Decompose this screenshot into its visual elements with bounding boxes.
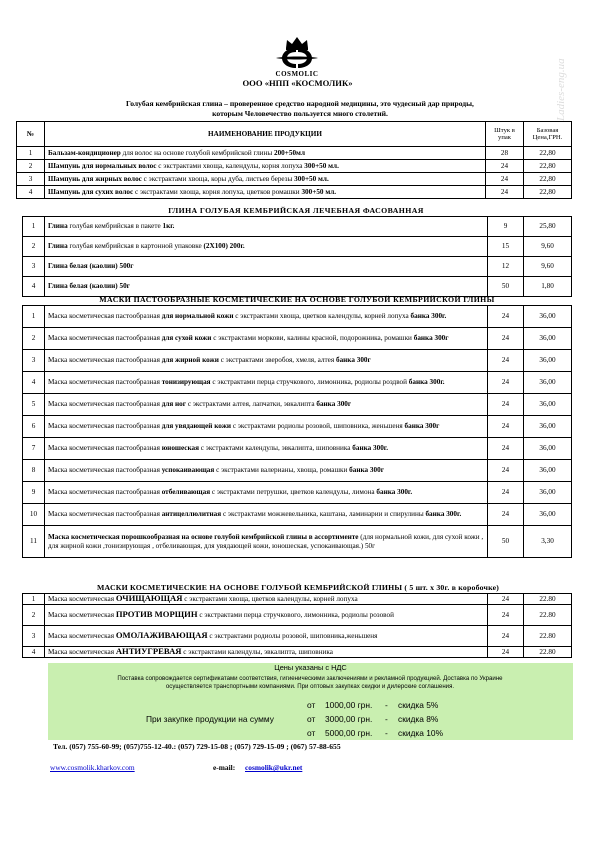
- product-name: [45, 160, 486, 173]
- base-price: [524, 328, 572, 350]
- product-package: банка 300г.: [410, 312, 447, 321]
- row-number-value: 1: [31, 312, 36, 321]
- pack-quantity-value: 24: [500, 174, 509, 183]
- table-header: [17, 122, 572, 147]
- email-label: e-mail:: [213, 763, 236, 772]
- discount-amount: 1000,00 грн.: [325, 700, 373, 710]
- pack-quantity-value: 24: [501, 334, 510, 343]
- vat-note: Цены указаны с НДС: [274, 663, 347, 672]
- pack-quantity-value: 24: [501, 312, 510, 321]
- row-number-value: 4: [28, 187, 33, 196]
- product-prefix: Маска косметическая: [48, 648, 116, 657]
- row-number: [17, 160, 45, 173]
- product-description: с экстрактами хвоща, календулы, корня лопуха: [156, 161, 305, 170]
- product-package: банка 300г.: [376, 488, 413, 497]
- section-title-3: МАСКИ ПАСТООБРАЗНЫЕ КОСМЕТИЧЕСКИЕ НА ОСНОВЕ ГОЛУБОЙ КЕМБРИЙСКОЙ ГЛИНЫ: [99, 295, 495, 304]
- product-package: банка 300г.: [425, 510, 462, 519]
- product-description: для волос на основе голубой кембрийской глины: [120, 148, 274, 157]
- phones: Тел. (057) 755-60-99; (057)755-12-40.: (057) 729-15-08 ; (057) 729-15-09 ; (067) 57-88-655: [53, 742, 341, 751]
- base-price-value: 36,00: [539, 444, 556, 453]
- product-description: с экстрактами перца стручкового, лимонника, родиолы роздвой: [210, 378, 409, 387]
- product-name-bold: для увядающей кожи: [161, 422, 232, 431]
- product-description: с экстрактами хвоща, коры дуба, листьев березы: [141, 174, 295, 183]
- delivery-note-line-2: осуществляется транспортными компаниями. При оптовых закупках скидки и дилерские соглашения.: [165, 683, 455, 690]
- product-name-bold: успокаивающая: [161, 466, 215, 475]
- base-price-value: 36,00: [539, 400, 556, 409]
- pack-quantity: [488, 257, 524, 277]
- product-package: 1кг.: [162, 222, 175, 231]
- pack-quantity: [488, 626, 524, 647]
- pack-quantity-value: 24: [501, 444, 510, 453]
- product-name: [45, 526, 488, 558]
- header-qty: Штук в упак: [486, 122, 524, 147]
- row-number-value: 8: [31, 466, 36, 475]
- product-name: [45, 394, 488, 416]
- base-price: [524, 594, 572, 605]
- row-number-value: 3: [31, 356, 36, 365]
- product-name: [45, 277, 488, 297]
- base-price: [524, 504, 572, 526]
- product-prefix: Маска косметическая пастообразная: [48, 488, 162, 497]
- product-name-bold: Глина: [48, 242, 68, 251]
- table-row: [17, 186, 572, 199]
- discount-dash: -: [385, 714, 388, 724]
- row-number-value: 11: [30, 537, 37, 546]
- row-number-value: 4: [31, 282, 36, 291]
- base-price: [524, 626, 572, 647]
- table-row: [23, 594, 572, 605]
- base-price: [524, 257, 572, 277]
- base-price-value: 36,00: [539, 356, 556, 365]
- row-number: [23, 328, 45, 350]
- row-number-value: 3: [28, 174, 33, 183]
- product-package: банка 300г: [335, 356, 371, 365]
- pack-quantity: [488, 504, 524, 526]
- pack-quantity-value: 24: [501, 422, 510, 431]
- product-name: [45, 504, 488, 526]
- base-price: [524, 277, 572, 297]
- product-name-bold: ПРОТИВ МОРЩИН: [115, 609, 198, 620]
- base-price-value: 1,80: [541, 282, 554, 291]
- product-name: [45, 186, 486, 199]
- product-package: банка 300г: [316, 400, 352, 409]
- row-number-value: 3: [31, 631, 36, 640]
- row-number-value: 1: [28, 148, 33, 157]
- product-name: [45, 173, 486, 186]
- delivery-note: [60, 675, 560, 691]
- table-row: [23, 647, 572, 658]
- product-description: с экстрактами петрушки, цветков календулы, лимона: [210, 488, 377, 497]
- table-row: [17, 160, 572, 173]
- row-number: [23, 526, 45, 558]
- pack-quantity-value: 24: [500, 161, 509, 170]
- pack-quantity-value: 12: [501, 262, 510, 271]
- row-number-value: 1: [31, 594, 36, 603]
- product-description: голубая кембрийская в картонной упаковке: [67, 242, 204, 251]
- row-number: [23, 605, 45, 626]
- table-row: [23, 626, 572, 647]
- product-prefix: Маска косметическая пастообразная: [48, 444, 162, 453]
- pack-quantity: [486, 147, 524, 160]
- product-name: [45, 482, 488, 504]
- pack-quantity: [488, 328, 524, 350]
- product-description: с экстрактами можжевельника, каштана, ламинарии и спирулины: [221, 510, 426, 519]
- logo-icon: [276, 46, 318, 70]
- product-description: с экстрактами зверобоя, хмеля, алтея: [218, 356, 336, 365]
- product-description: с экстрактами календулы, эвкалипта, шиповника: [181, 648, 333, 657]
- row-number: [23, 306, 45, 328]
- base-price-value: 3,30: [541, 537, 554, 546]
- row-number-value: 2: [31, 610, 36, 619]
- row-number-value: 2: [28, 161, 33, 170]
- header-price: Базовая Цена,ГРН.: [524, 122, 572, 147]
- row-number: [23, 647, 45, 658]
- product-prefix: Маска косметическая пастообразная: [48, 378, 162, 387]
- base-price-value: 22.80: [539, 610, 556, 619]
- base-price-value: 22,80: [539, 187, 556, 196]
- pack-quantity: [488, 350, 524, 372]
- row-number-value: 4: [31, 378, 36, 387]
- product-description: с экстрактами моркови, калины красной, подорожника, ромашки: [211, 334, 414, 343]
- header-num: №: [17, 122, 45, 147]
- base-price: [524, 186, 572, 199]
- product-prefix: Маска косметическая пастообразная: [48, 400, 162, 409]
- product-name-bold: тонизирующая: [161, 378, 211, 387]
- table-row: [17, 147, 572, 160]
- base-price: [524, 372, 572, 394]
- product-name: [45, 237, 488, 257]
- email-link[interactable]: cosmolik@ukr.net: [245, 763, 303, 772]
- pack-quantity: [488, 605, 524, 626]
- base-price-value: 36,00: [539, 334, 556, 343]
- pack-quantity-value: 24: [501, 400, 510, 409]
- product-name-bold: Глина: [48, 222, 68, 231]
- pack-quantity-value: 24: [501, 466, 510, 475]
- row-number: [23, 504, 45, 526]
- pack-quantity: [488, 438, 524, 460]
- product-name-bold: для жирной кожи: [161, 356, 219, 365]
- pack-quantity: [488, 277, 524, 297]
- product-prefix: Маска косметическая пастообразная: [48, 312, 162, 321]
- pack-quantity-value: 24: [501, 594, 510, 603]
- row-number: [17, 147, 45, 160]
- row-number: [23, 482, 45, 504]
- pack-quantity: [488, 217, 524, 237]
- base-price-value: 36,00: [539, 510, 556, 519]
- pack-quantity: [488, 237, 524, 257]
- base-price-value: 9,60: [541, 242, 554, 251]
- pack-quantity: [486, 160, 524, 173]
- product-name: [45, 594, 488, 605]
- pack-quantity: [486, 173, 524, 186]
- pack-quantity: [488, 394, 524, 416]
- discount-amount: 5000,00 грн.: [325, 728, 373, 738]
- table-row: [17, 173, 572, 186]
- product-name-bold: отбеливающая: [161, 488, 211, 497]
- row-number: [23, 257, 45, 277]
- product-description: с экстрактами хвоща, корня лопуха, цветков ромашки: [133, 187, 302, 196]
- website-link[interactable]: www.cosmolik.kharkov.com: [50, 763, 135, 772]
- row-number-value: 10: [29, 510, 38, 519]
- base-price: [524, 438, 572, 460]
- product-description: с экстрактами хвоща, цветков календулы, корней лопуха: [233, 312, 411, 321]
- product-description: с экстрактами родиолы розовой, шиповника,женьшеня: [207, 632, 378, 641]
- product-prefix: Маска косметическая пастообразная: [48, 466, 162, 475]
- product-name-bold: юношеская: [161, 444, 199, 453]
- intro-line-2: которым Человечество пользуется много столетий.: [212, 109, 388, 118]
- base-price-value: 9,60: [541, 262, 554, 271]
- product-name: [45, 605, 488, 626]
- product-name: [45, 460, 488, 482]
- table-row: [23, 605, 572, 626]
- product-name: [45, 372, 488, 394]
- row-number: [23, 350, 45, 372]
- base-price-value: 22.80: [539, 594, 556, 603]
- table-row: [23, 482, 572, 504]
- table-group-4: [22, 593, 572, 658]
- product-description: (для нормальной кожи, для сухой кожи , для жирной кожи ,тонизирующая , отбеливающая, для увядающей кожи, юношеская, успокаивающая.) 50г: [48, 532, 484, 550]
- product-description: с экстрактами хвоща, цветков календулы, корней лопуха: [182, 595, 358, 604]
- product-description: с экстрактами перца стручкового, лимонника, родиолы розовой: [197, 611, 394, 620]
- pack-quantity: [488, 647, 524, 658]
- product-prefix: Маска косметическая пастообразная: [48, 334, 162, 343]
- table-row: [23, 416, 572, 438]
- discount-rate: скидка 5%: [398, 700, 439, 710]
- base-price-value: 25,80: [539, 222, 556, 231]
- product-name-bold: Шампунь для сухих волос: [48, 187, 134, 196]
- row-number: [23, 594, 45, 605]
- pack-quantity: [488, 482, 524, 504]
- row-number-value: 2: [31, 242, 36, 251]
- discount-rate: скидка 8%: [398, 714, 439, 724]
- row-number-value: 4: [31, 647, 36, 656]
- product-name: [45, 257, 488, 277]
- pack-quantity-value: 28: [500, 148, 509, 157]
- product-package: (2Х100) 200г.: [203, 242, 245, 251]
- row-number: [23, 416, 45, 438]
- product-prefix: Маска косметическая пастообразная: [48, 356, 162, 365]
- section-title-2: ГЛИНА ГОЛУБАЯ КЕМБРИЙСКАЯ ЛЕЧЕБНАЯ ФАСОВАННАЯ: [168, 206, 424, 215]
- product-description: голубая кембрийская в пакете: [67, 222, 163, 231]
- base-price-value: 22,80: [539, 161, 556, 170]
- product-name: [45, 350, 488, 372]
- company-name: ООО «НПП «КОСМОЛИК»: [242, 78, 353, 88]
- product-name-bold: для сухой кожи: [161, 334, 212, 343]
- product-description: с экстрактами валерианы, хвоща, ромашки: [214, 466, 350, 475]
- row-number: [23, 460, 45, 482]
- product-name: [45, 416, 488, 438]
- base-price: [524, 416, 572, 438]
- pack-quantity: [488, 460, 524, 482]
- product-name-bold: Бальзам-кондиционер: [48, 148, 121, 157]
- product-package: банка 300г: [404, 422, 440, 431]
- pack-quantity-value: 24: [501, 631, 510, 640]
- row-number: [23, 237, 45, 257]
- base-price: [524, 647, 572, 658]
- pack-quantity-value: 24: [501, 488, 510, 497]
- pack-quantity-value: 50: [501, 537, 510, 546]
- row-number-value: 6: [31, 422, 36, 431]
- pack-quantity-value: 9: [503, 222, 508, 231]
- pack-quantity: [488, 372, 524, 394]
- pack-quantity: [488, 526, 524, 558]
- section-title-4: МАСКИ КОСМЕТИЧЕСКИЕ НА ОСНОВЕ ГОЛУБОЙ КЕМБРИЙСКОЙ ГЛИНЫ ( 5 шт. х 30г. в коробочке): [96, 583, 500, 592]
- base-price: [524, 605, 572, 626]
- discount-from: от: [307, 700, 316, 710]
- product-package: банка 300г.: [408, 378, 445, 387]
- table-group-1: [16, 121, 572, 199]
- product-name: [45, 217, 488, 237]
- pack-quantity-value: 24: [501, 378, 510, 387]
- product-name: [45, 306, 488, 328]
- product-name: [45, 626, 488, 647]
- product-package: 300+50 мл.: [304, 161, 339, 170]
- table-row: [23, 217, 572, 237]
- pack-quantity: [488, 594, 524, 605]
- product-package: 300+50 мл.: [294, 174, 329, 183]
- product-package: банка 300г: [349, 466, 384, 475]
- base-price: [524, 237, 572, 257]
- row-number: [17, 186, 45, 199]
- base-price-value: 22,80: [539, 148, 556, 157]
- pack-quantity: [488, 416, 524, 438]
- pack-quantity-value: 24: [501, 610, 510, 619]
- product-prefix: Маска косметическая: [48, 611, 116, 620]
- table-row: [23, 526, 572, 558]
- product-name-bold: Шампунь для нормальных волос: [48, 161, 157, 170]
- product-name: [45, 647, 488, 658]
- product-prefix: Маска косметическая пастообразная: [48, 422, 162, 431]
- base-price-value: 22.80: [539, 631, 556, 640]
- base-price: [524, 173, 572, 186]
- product-prefix: Маска косметическая: [48, 595, 116, 604]
- discount-dash: -: [385, 728, 388, 738]
- table-row: [23, 438, 572, 460]
- base-price: [524, 526, 572, 558]
- pack-quantity: [486, 186, 524, 199]
- product-package: банка 300г: [413, 334, 449, 343]
- product-package: 200+50мл: [273, 148, 305, 157]
- table-row: [23, 372, 572, 394]
- row-number-value: 2: [31, 334, 36, 343]
- table-row: [23, 237, 572, 257]
- pack-quantity-value: 15: [501, 242, 510, 251]
- table-row: [23, 328, 572, 350]
- product-package: банка 300г.: [352, 444, 389, 453]
- product-name: [45, 438, 488, 460]
- table-group-2: [22, 216, 572, 297]
- product-name-bold: Глина белая (каолин) 500г: [48, 262, 134, 271]
- product-description: с экстрактами родиолы розовой, шиповника, женьшеня: [231, 422, 405, 431]
- product-name-bold: ОЧИЩАЮЩАЯ: [115, 593, 183, 604]
- row-number: [23, 277, 45, 297]
- base-price: [524, 460, 572, 482]
- pack-quantity-value: 24: [500, 187, 509, 196]
- product-name-bold: для ног: [161, 400, 187, 409]
- base-price-value: 22.80: [539, 647, 556, 656]
- row-number: [17, 173, 45, 186]
- table-row: [23, 350, 572, 372]
- product-name-bold: АНТИУГРЕВАЯ: [115, 646, 182, 657]
- pack-quantity-value: 24: [501, 356, 510, 365]
- product-name-bold: Маска косметическая порошкообразная на основе голубой кембрийской глины в ассортименте: [48, 532, 359, 541]
- product-name-bold: Шампунь для жирных волос: [48, 174, 142, 183]
- row-number-value: 1: [31, 222, 36, 231]
- pack-quantity: [488, 306, 524, 328]
- product-name: [45, 147, 486, 160]
- base-price-value: 36,00: [539, 422, 556, 431]
- product-name-bold: Глина белая (каолин) 50г: [48, 282, 130, 291]
- discount-from: от: [307, 728, 316, 738]
- product-name-bold: антицеллюлитная: [161, 510, 222, 519]
- pack-quantity-value: 50: [501, 282, 510, 291]
- product-name: [45, 328, 488, 350]
- table-group-3: [22, 305, 572, 558]
- base-price-value: 22,80: [539, 174, 556, 183]
- product-prefix: Маска косметическая: [48, 632, 116, 641]
- table-row: [23, 460, 572, 482]
- base-price-value: 36,00: [539, 312, 556, 321]
- table-row: [23, 504, 572, 526]
- product-description: с экстрактами календулы, эвкалипта, шиповника: [198, 444, 353, 453]
- pack-quantity-value: 24: [501, 647, 510, 656]
- purchase-label: При закупке продукции на сумму: [146, 714, 274, 724]
- base-price: [524, 160, 572, 173]
- row-number: [23, 372, 45, 394]
- base-price-value: 36,00: [539, 488, 556, 497]
- table-row: [23, 257, 572, 277]
- row-number: [23, 217, 45, 237]
- table-row: [23, 394, 572, 416]
- logo-text: COSMOLIC: [275, 70, 319, 78]
- base-price: [524, 147, 572, 160]
- intro-line-1: Голубая кембрийская глина – проверенное средство народной медицины, это чудесный дар природы,: [126, 99, 474, 108]
- watermark: Ladies-eng.ua: [555, 58, 567, 122]
- delivery-note-line-1: Поставка сопровождается сертификатами соответствия, гигиеническими заключениями и рекламной продукцией. Доставка по Украине: [117, 675, 503, 682]
- base-price: [524, 482, 572, 504]
- row-number-value: 5: [31, 400, 36, 409]
- base-price: [524, 394, 572, 416]
- base-price-value: 36,00: [539, 378, 556, 387]
- table-row: [23, 277, 572, 297]
- discount-dash: -: [385, 700, 388, 710]
- table-row: [23, 306, 572, 328]
- row-number-value: 9: [31, 488, 36, 497]
- row-number-value: 7: [31, 444, 36, 453]
- row-number: [23, 438, 45, 460]
- base-price: [524, 306, 572, 328]
- product-name-bold: ОМОЛАЖИВАЮЩАЯ: [115, 630, 208, 641]
- base-price: [524, 217, 572, 237]
- product-package: 300+50 мл.: [301, 187, 337, 196]
- product-name-bold: для нормальной кожи: [161, 312, 234, 321]
- discount-amount: 3000,00 грн.: [325, 714, 373, 724]
- discount-rate: скидка 10%: [398, 728, 444, 738]
- base-price: [524, 350, 572, 372]
- intro-text: [40, 99, 560, 119]
- base-price-value: 36,00: [539, 466, 556, 475]
- row-number: [23, 626, 45, 647]
- header-name: НАИМЕНОВАНИЕ ПРОДУКЦИИ: [45, 122, 486, 147]
- product-prefix: Маска косметическая пастообразная: [48, 510, 162, 519]
- row-number-value: 3: [31, 262, 36, 271]
- product-description: с экстрактами алтея, лапчатки, эвкалипта: [186, 400, 317, 409]
- pack-quantity-value: 24: [501, 510, 510, 519]
- discount-from: от: [307, 714, 316, 724]
- row-number: [23, 394, 45, 416]
